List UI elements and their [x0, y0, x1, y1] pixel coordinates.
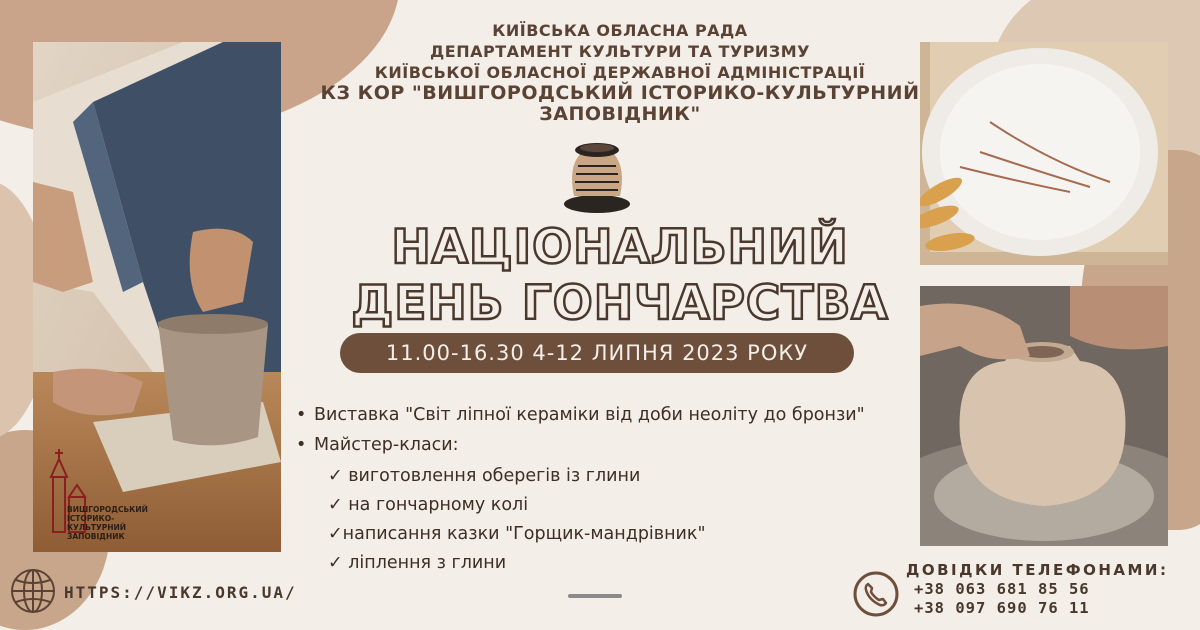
header-line-3: КИЇВСЬКОЇ ОБЛАСНОЇ ДЕРЖАВНОЇ АДМІНІСТРАЦІЇ — [374, 63, 866, 82]
event-date-badge: 11.00-16.30 4-12 ЛИПНЯ 2023 РОКУ — [340, 333, 854, 373]
check-icon: ✓ — [328, 524, 343, 544]
workshop-item-fairy-tale — [328, 524, 706, 544]
phone-number-1[interactable]: +38 063 681 85 56 — [914, 580, 1090, 598]
clay-pot-icon — [562, 138, 632, 214]
workshop-item-amulets — [328, 466, 640, 486]
phones-title: ДОВІДКИ ТЕЛЕФОНАМИ: — [906, 561, 1169, 579]
globe-icon — [10, 568, 56, 614]
event-title-line-1: НАЦІОНАЛЬНИЙ — [391, 220, 849, 275]
bullet: • — [296, 405, 307, 425]
header-line-4: КЗ КОР "ВИШГОРОДСЬКИЙ ІСТОРИКО-КУЛЬТУРНИЙ — [320, 82, 920, 104]
workshop-item-fairy-tale-text: написання казки "Горщик-мандрівник" — [342, 524, 706, 544]
workshop-item-modeling — [328, 553, 506, 573]
program-item-workshops-text: Майстер-класи: — [314, 435, 459, 455]
workshop-item-wheel — [328, 495, 528, 515]
check-icon: ✓ — [328, 553, 343, 573]
logo-text: ВИШГОРОДСЬКИЙ ІСТОРИКО-КУЛЬТУРНИЙ ЗАПОВІДНИК — [67, 505, 148, 541]
check-icon: ✓ — [328, 495, 343, 515]
pottery-photo-left — [33, 42, 281, 552]
program-item-exhibition-text: Виставка "Світ ліпної кераміки від доби неоліту до бронзи" — [314, 405, 865, 425]
event-title — [300, 220, 940, 332]
workshop-item-modeling-text: ліплення з глини — [342, 553, 507, 573]
phone-icon — [852, 570, 900, 618]
header-line-5: ЗАПОВІДНИК" — [539, 103, 701, 125]
header-line-2: ДЕПАРТАМЕНТ КУЛЬТУРИ ТА ТУРИЗМУ — [430, 42, 810, 61]
organizer-header — [300, 20, 940, 125]
header-line-1: КИЇВСЬКА ОБЛАСНА РАДА — [492, 21, 748, 40]
plate-photo — [920, 42, 1168, 265]
program-item-exhibition — [296, 405, 865, 425]
bullet: • — [296, 435, 307, 455]
divider — [568, 594, 622, 598]
phone-number-2[interactable]: +38 097 690 76 11 — [914, 599, 1090, 617]
workshop-item-amulets-text: виготовлення оберегів із глини — [342, 466, 641, 486]
pottery-wheel-photo — [920, 286, 1168, 546]
program-item-workshops — [296, 435, 459, 455]
workshop-item-wheel-text: на гончарному колі — [342, 495, 529, 515]
check-icon: ✓ — [328, 466, 343, 486]
event-title-line-2: ДЕНЬ ГОНЧАРСТВА — [351, 276, 889, 331]
museum-logo — [47, 447, 148, 547]
website-link[interactable]: HTTPS://VIKZ.ORG.UA/ — [64, 583, 297, 602]
